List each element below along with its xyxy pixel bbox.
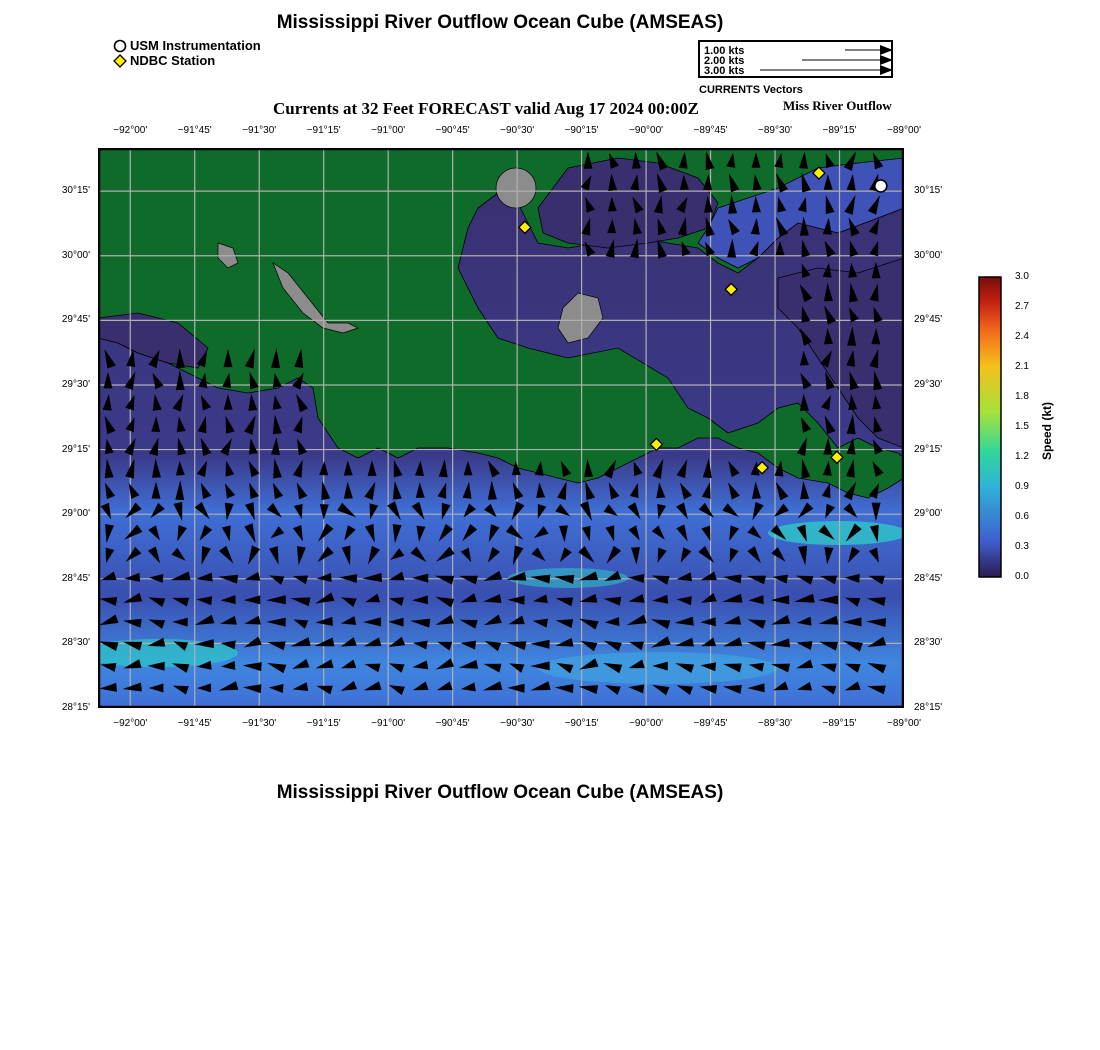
lon-tick-label: −90°30'	[500, 125, 535, 136]
colorbar-tick-label: 1.8	[1015, 391, 1029, 402]
lon-tick-label: −89°00'	[887, 718, 921, 729]
map-subtitle: Currents at 32 Feet FORECAST valid Aug 17 2024 00:00Z	[273, 99, 699, 118]
page-title: Mississippi River Outflow Ocean Cube (AMSEAS)	[276, 12, 724, 33]
currents-map	[98, 148, 904, 708]
lat-tick-label: 28°30'	[61, 637, 90, 649]
lat-tick-label: 28°30'	[914, 637, 943, 649]
legend-usm-label: USM Instrumentation	[130, 38, 261, 53]
colorbar-tick-label: 3.0	[1015, 271, 1029, 282]
region-label: Miss River Outflow	[783, 98, 892, 113]
lon-tick-label: −90°15'	[564, 125, 599, 136]
colorbar-tick-label: 0.9	[1015, 481, 1029, 492]
colorbar-tick-label: 2.7	[1015, 301, 1029, 312]
lat-tick-label: 29°15'	[914, 443, 943, 455]
colorbar-fill	[979, 277, 1001, 577]
lon-tick-label: −92°00'	[113, 718, 148, 729]
colorbar-title: Speed (kt)	[1040, 401, 1054, 460]
colorbar-tick-label: 2.1	[1015, 361, 1029, 372]
lon-tick-label: −91°15'	[306, 718, 341, 729]
lat-tick-label: 29°30'	[61, 378, 90, 390]
lat-tick-label: 28°45'	[61, 572, 90, 584]
lat-tick-label: 29°45'	[914, 314, 943, 326]
lon-tick-label: −89°00'	[887, 125, 921, 136]
lon-tick-label: −90°45'	[435, 125, 470, 136]
lon-tick-label: −91°00'	[371, 718, 406, 729]
lon-tick-label: −90°30'	[500, 718, 535, 729]
lon-tick-label: −89°45'	[693, 125, 728, 136]
lon-tick-label: −90°00'	[629, 718, 664, 729]
lon-tick-label: −89°15'	[822, 125, 857, 136]
fast-current-band-south	[538, 652, 778, 684]
lat-tick-label: 30°00'	[914, 249, 943, 261]
lat-tick-label: 30°00'	[61, 249, 90, 261]
lon-tick-label: −91°45'	[177, 718, 212, 729]
lat-tick-label: 30°15'	[914, 185, 943, 197]
colorbar-tick-label: 1.5	[1015, 421, 1029, 432]
lon-tick-label: −89°15'	[822, 718, 857, 729]
vector-key-row-3: 3.00 kts	[704, 65, 745, 77]
ndbc-diamond-icon	[113, 54, 127, 68]
lon-tick-label: −89°45'	[693, 718, 728, 729]
legend-ndbc	[113, 53, 215, 68]
lon-tick-label: −90°45'	[435, 718, 470, 729]
vector-key-arrows	[700, 42, 891, 76]
lon-tick-label: −91°30'	[242, 718, 277, 729]
lat-tick-label: 28°15'	[914, 702, 943, 713]
vector-key-caption: CURRENTS Vectors	[699, 84, 803, 96]
lon-tick-label: −91°00'	[371, 125, 406, 136]
fast-current-band-east	[768, 521, 904, 545]
lat-tick-label: 28°45'	[914, 572, 943, 584]
legend-ndbc-label: NDBC Station	[130, 53, 216, 68]
lon-tick-label: −91°15'	[306, 125, 341, 136]
vector-key-row-2: 2.00 kts	[704, 55, 745, 67]
colorbar-tick-label: 0.0	[1015, 571, 1029, 582]
lon-tick-label: −90°15'	[564, 718, 599, 729]
vector-key-row-1: 1.00 kts	[704, 45, 745, 57]
lon-tick-label: −89°30'	[758, 125, 793, 136]
vector-key-box	[698, 40, 893, 78]
lat-tick-label: 29°15'	[61, 443, 90, 455]
legend-usm	[113, 38, 261, 53]
lake-maurepas	[496, 168, 536, 208]
lat-tick-label: 29°00'	[61, 508, 90, 520]
speed-colorbar	[978, 276, 1004, 578]
colorbar-tick-label: 0.3	[1015, 541, 1029, 552]
usm-station-marker	[875, 180, 887, 192]
lat-tick-label: 28°15'	[61, 702, 90, 713]
second-title: Mississippi River Outflow Ocean Cube (AMSEAS)	[276, 782, 724, 803]
lat-tick-label: 29°45'	[61, 314, 90, 326]
lon-tick-label: −90°00'	[629, 125, 664, 136]
lat-tick-label: 30°15'	[61, 185, 90, 197]
lat-tick-label: 29°00'	[914, 508, 943, 520]
usm-circle-icon	[113, 39, 127, 53]
colorbar-tick-label: 1.2	[1015, 451, 1029, 462]
lon-tick-label: −92°00'	[113, 125, 148, 136]
lat-tick-label: 29°30'	[914, 378, 943, 390]
lon-tick-label: −91°30'	[242, 125, 277, 136]
lon-tick-label: −89°30'	[758, 718, 793, 729]
colorbar-tick-label: 0.6	[1015, 511, 1029, 522]
lon-tick-label: −91°45'	[177, 125, 212, 136]
colorbar-tick-label: 2.4	[1015, 331, 1029, 342]
